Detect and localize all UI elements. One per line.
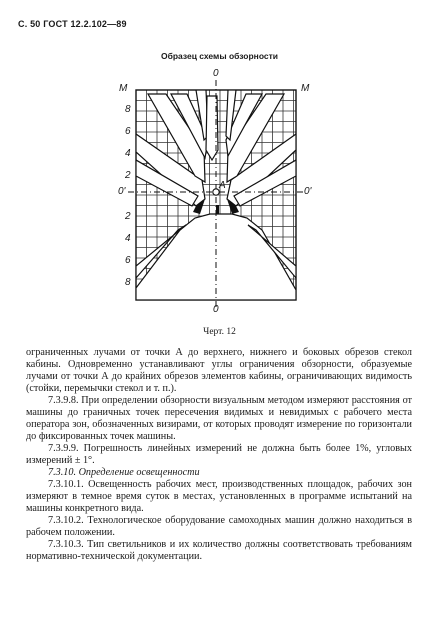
figure-title: Образец схемы обзорности [160,51,279,61]
right-origin-label: 0' [304,186,312,197]
top-zero-label: 0 [213,68,219,79]
scale-label-upper-6: 6 [125,126,131,137]
right-m-label: M [301,83,310,94]
bottom-zero-label: 0 [213,304,219,315]
body-text [26,347,412,563]
paragraph-7-3-10-1: 7.3.10.1. Освещенность рабочих мест, производственных площадок, рабочих зон измеряют в темное время суток в местах, установленных в программе испытаний на машины конкретного вида. [26,479,412,514]
scale-label-upper-2: 2 [125,170,131,181]
scale-label-lower-2: 2 [125,211,131,222]
scale-label-upper-4: 4 [125,148,131,159]
scale-label-upper-8: 8 [125,104,131,115]
paragraph-7-3-9-8: 7.3.9.8. При определении обзорности визуальным методом измеряют расстояния от машины до граничных точек пересечения видимых и невидимых с рабочего места оператора зон, обозначенных визирами, от которых проводят измерение по горизонтали до фиксированных точек машины. [26,395,412,442]
point-a-label: A [219,180,226,191]
section-heading-7-3-10: 7.3.10. Определение освещенности [48,467,200,478]
page-header: С. 50 ГОСТ 12.2.102—89 [18,19,127,29]
paragraph-7-3-10-3: 7.3.10.3. Тип светильников и их количество должны соответствовать требованиям нормативно-технической документации. [26,539,412,562]
scale-label-lower-8: 8 [125,277,131,288]
figure-caption: Черт. 12 [203,327,236,337]
paragraph-7-3-9-9: 7.3.9.9. Погрешность линейных измерений не должна быть более 1%, угловых измерений ± 1°. [26,443,412,466]
paragraph-continuation: ограниченных лучами от точки А до верхнего, нижнего и боковых обрезов стекол кабины. Одновременно устанавливают углы ограничения обзорности, образуемые лучами от точки А до крайних обрезов элементов кабины, ограничивающих видимость (стойки, перемычки стекол и т. п.). [26,347,412,394]
scale-label-lower-4: 4 [125,233,131,244]
left-origin-label: 0' [118,186,126,197]
left-m-label: M [119,83,128,94]
scale-label-lower-6: 6 [125,255,131,266]
paragraph-7-3-10-2: 7.3.10.2. Технологическое оборудование самоходных машин должно находиться в рабочем положении. [26,515,412,538]
